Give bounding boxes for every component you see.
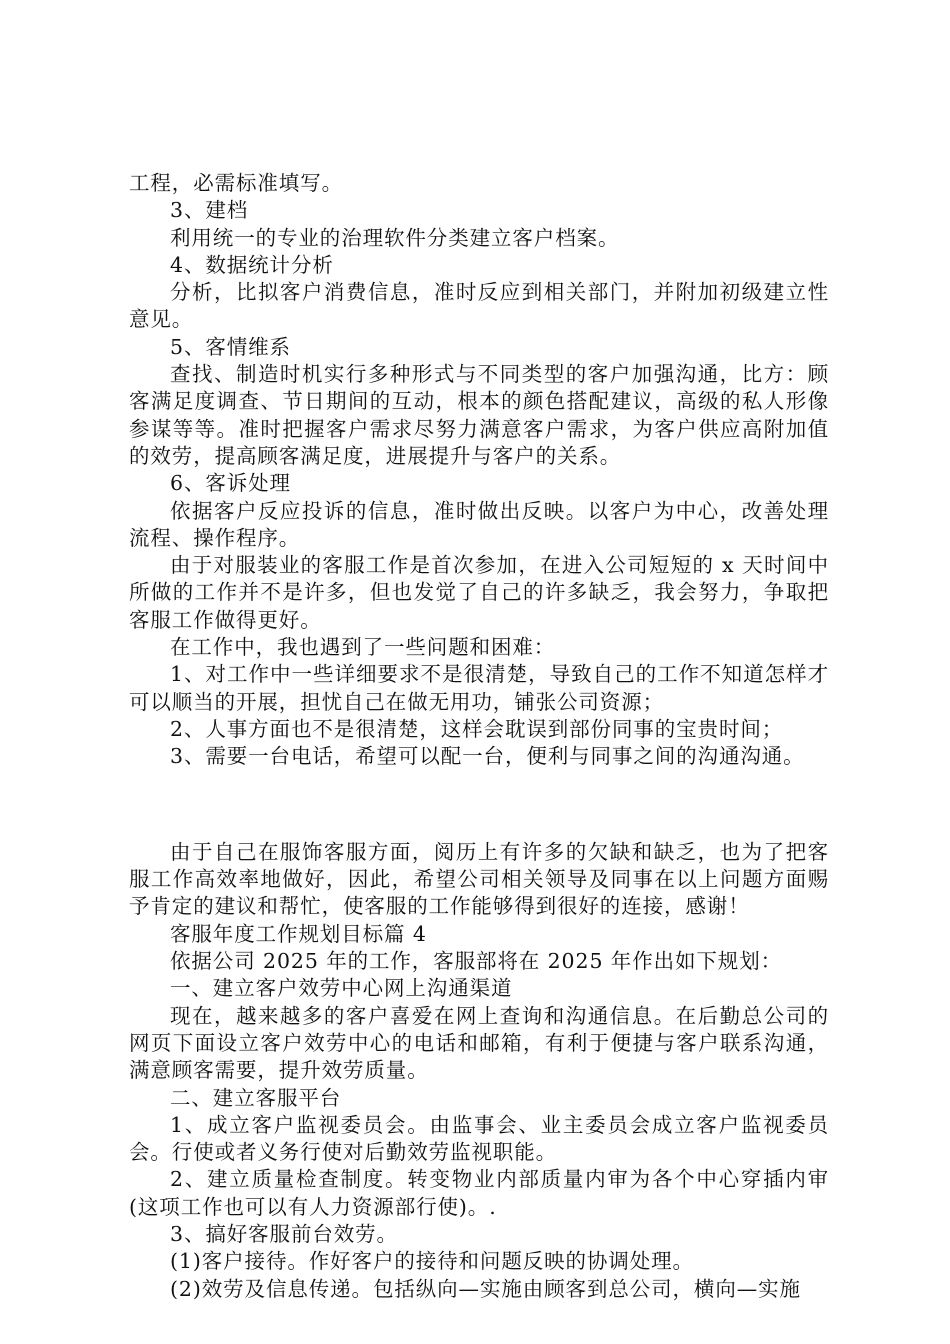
- paragraph: 利用统一的专业的治理软件分类建立客户档案。: [170, 225, 620, 250]
- paragraph: 在工作中，我也遇到了一些问题和困难：: [170, 635, 556, 660]
- paragraph: (2)效劳及信息传递。包括纵向—实施由顾客到总公司，横向—实施: [170, 1276, 801, 1301]
- paragraph: 2、人事方面也不是很清楚，这样会耽误到部份同事的宝贵时间；: [170, 716, 784, 741]
- paragraph: 3、需要一台电话，希望可以配一台，便利与同事之间的沟通沟通。: [170, 744, 805, 769]
- paragraph: 3、建档: [170, 198, 249, 223]
- document-body: [129, 170, 829, 1303]
- paragraph: 依据客户反应投诉的信息，准时做出反映。以客户为中心，改善处理流程、操作程序。: [129, 498, 829, 550]
- paragraph: 4、数据统计分析: [170, 252, 334, 277]
- paragraph: (1)客户接待。作好客户的接待和问题反映的协调处理。: [170, 1249, 694, 1274]
- paragraph: 一、建立客户效劳中心网上沟通渠道: [170, 976, 513, 1001]
- paragraph: 工程，必需标准填写。: [129, 171, 343, 195]
- paragraph: 1、成立客户监视委员会。由监事会、业主委员会成立客户监视委员会。行使或者义务行使对后勤效劳监视职能。: [129, 1112, 829, 1165]
- blank-line: [129, 791, 829, 818]
- paragraph: 2、建立质量检查制度。转变物业内部质量内审为各个中心穿插内审(这项工作也可以有人力资源部行使)。.: [129, 1167, 829, 1219]
- paragraph: 由于自己在服饰客服方面，阅历上有许多的欠缺和缺乏，也为了把客服工作高效率地做好，因此，希望公司相关领导及同事在以上问题方面赐予肯定的建议和帮忙，使客服的工作能够得到很好的连接，感谢！: [129, 839, 829, 919]
- paragraph: 依据公司 2025 年的工作，客服部将在 2025 年作出如下规划：: [170, 949, 783, 974]
- paragraph: 现在，越来越多的客户喜爱在网上查询和沟通信息。在后勤总公司的网页下面设立客户效劳中心的电话和邮箱，有利于便捷与客户联系沟通，满意顾客需要，提升效劳质量。: [129, 1003, 829, 1083]
- paragraph: 二、建立客服平台: [170, 1085, 342, 1110]
- paragraph: 5、客情维系: [170, 334, 291, 359]
- paragraph: 6、客诉处理: [170, 471, 291, 496]
- paragraph: 客服年度工作规划目标篇 4: [170, 921, 427, 946]
- paragraph: 3、搞好客服前台效劳。: [170, 1221, 398, 1246]
- paragraph: 由于对服装业的客服工作是首次参加，在进入公司短短的 x 天时间中所做的工作并不是许多，但也发觉了自己的许多缺乏，我会努力，争取把客服工作做得更好。: [129, 553, 829, 632]
- paragraph: 查找、制造时机实行多种形式与不同类型的客户加强沟通，比方：顾客满足度调查、节日期间的互动，根本的颜色搭配建议，高级的私人形像参谋等等。准时把握客户需求尽努力满意客户需求，为客户供应高附加值的效劳，提高顾客满足度，进展提升与客户的关系。: [129, 362, 829, 468]
- paragraph: 1、对工作中一些详细要求不是很清楚，导致自己的工作不知道怎样才可以顺当的开展，担忧自己在做无用功，铺张公司资源；: [129, 662, 829, 714]
- paragraph: 分析，比拟客户消费信息，准时反应到相关部门，并附加初级建立性意见。: [129, 280, 829, 332]
